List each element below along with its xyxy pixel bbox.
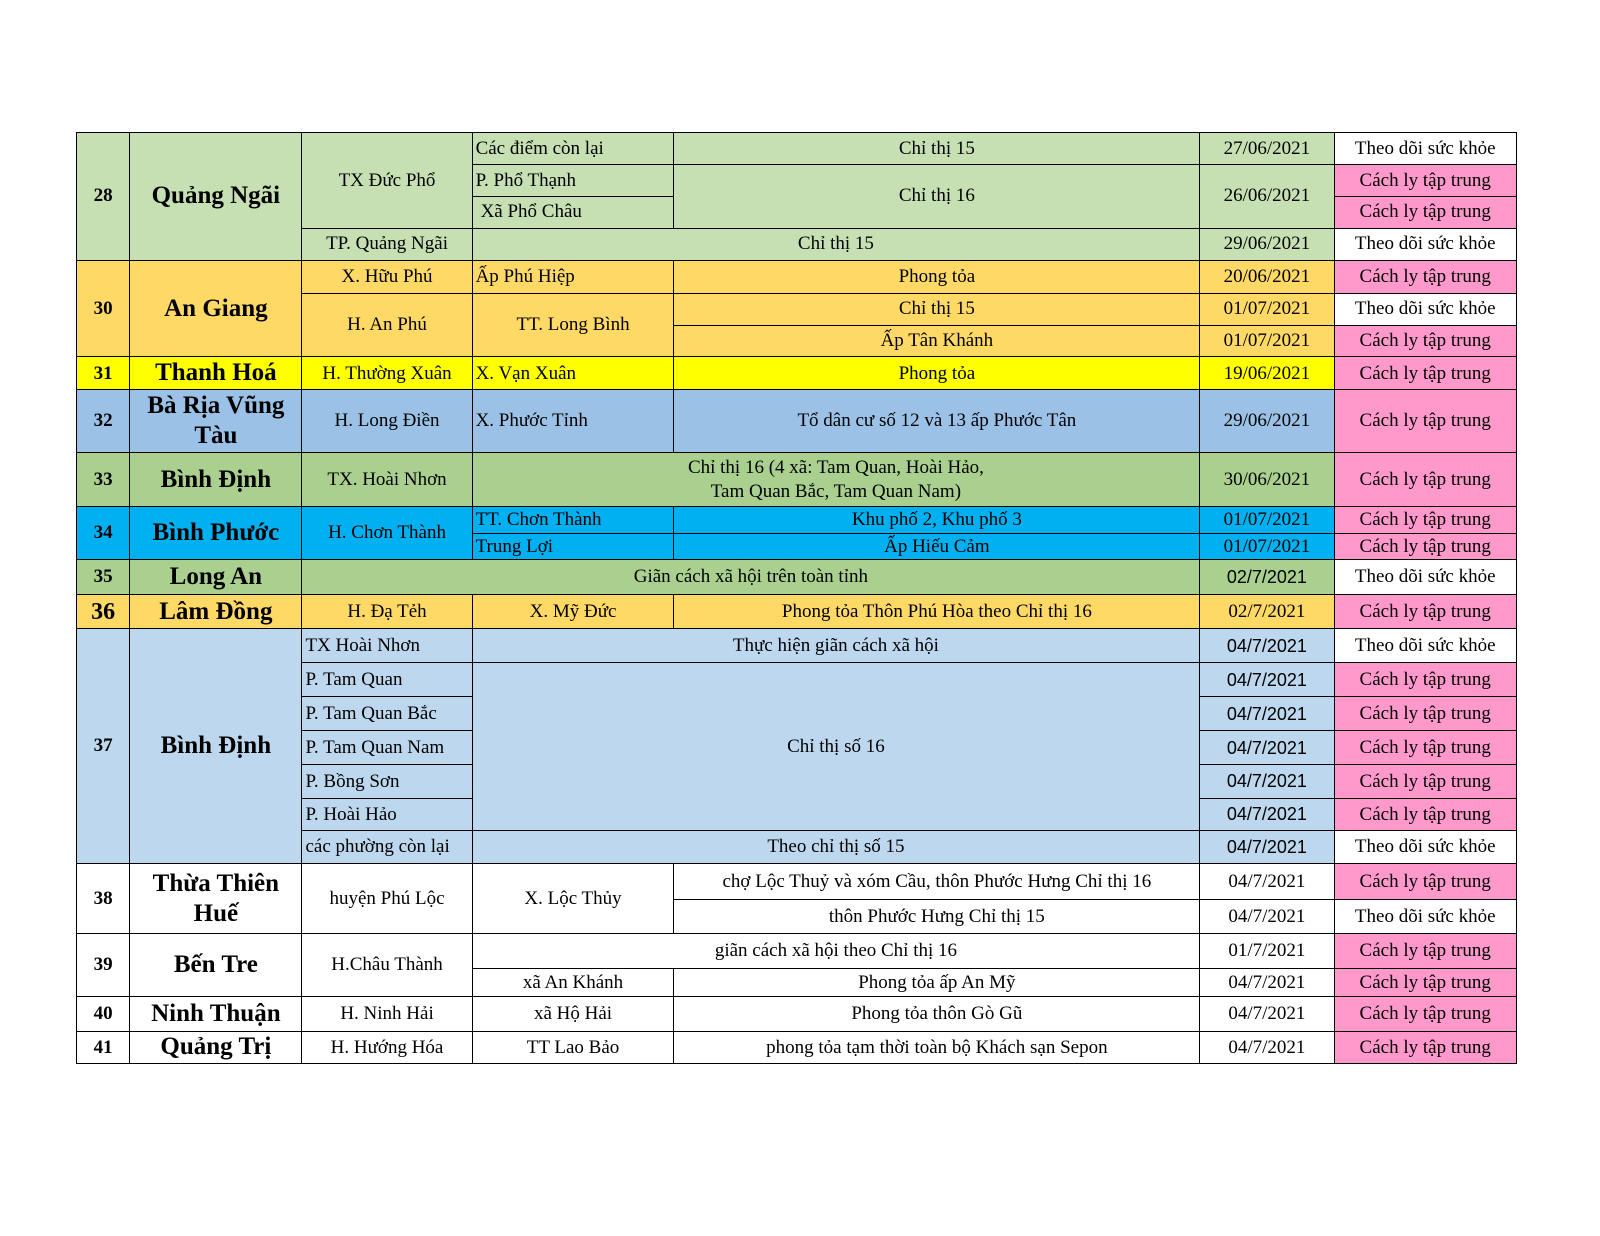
commune-cell: TT. Long Bình bbox=[472, 293, 674, 357]
district-cell: H. Chơn Thành bbox=[302, 506, 472, 560]
measure-cell bbox=[472, 453, 1200, 507]
measure-cell: Chỉ thị 15 bbox=[674, 293, 1200, 325]
row-number: 33 bbox=[77, 453, 130, 507]
status-cell: Theo dõi sức khỏe bbox=[1334, 831, 1517, 864]
table-row bbox=[77, 453, 1517, 507]
status-cell: Theo dõi sức khỏe bbox=[1334, 629, 1517, 663]
commune-cell: X. Mỹ Đức bbox=[472, 595, 674, 629]
commune-cell: Ấp Phú Hiệp bbox=[472, 260, 674, 293]
status-cell: Theo dõi sức khỏe bbox=[1334, 560, 1517, 595]
commune-cell: X. Phước Tỉnh bbox=[472, 390, 674, 453]
date-cell: 04/7/2021 bbox=[1200, 629, 1334, 663]
date-cell: 01/7/2021 bbox=[1200, 934, 1334, 969]
measure-cell: phong tỏa tạm thời toàn bộ Khách sạn Sepon bbox=[674, 1031, 1200, 1063]
measure-cell: Chỉ thị 16 bbox=[674, 164, 1200, 228]
area-cell: P. Tam Quan Nam bbox=[302, 731, 472, 765]
district-cell: TX Đức Phổ bbox=[302, 133, 472, 229]
measure-cell: giãn cách xã hội theo Chỉ thị 16 bbox=[472, 934, 1200, 969]
commune-cell: X. Lộc Thủy bbox=[472, 864, 674, 934]
area-cell: P. Bồng Sơn bbox=[302, 765, 472, 799]
commune-cell: P. Phổ Thạnh bbox=[472, 164, 674, 196]
row-number: 35 bbox=[77, 560, 130, 595]
province-name: Quảng Ngãi bbox=[130, 133, 302, 261]
province-name: Bình Định bbox=[130, 629, 302, 864]
measure-cell: Phong tỏa ấp An Mỹ bbox=[674, 969, 1200, 997]
date-cell: 02/7/2021 bbox=[1200, 595, 1334, 629]
district-cell: X. Hữu Phú bbox=[302, 260, 472, 293]
date-cell: 04/7/2021 bbox=[1200, 697, 1334, 731]
district-cell: H. Long Điền bbox=[302, 390, 472, 453]
status-cell: Cách ly tập trung bbox=[1334, 765, 1517, 799]
row-number: 37 bbox=[77, 629, 130, 864]
commune-cell: Các điểm còn lại bbox=[472, 133, 674, 165]
table-row bbox=[77, 133, 1517, 165]
row-number: 40 bbox=[77, 996, 130, 1031]
date-cell: 20/06/2021 bbox=[1200, 260, 1334, 293]
district-cell: huyện Phú Lộc bbox=[302, 864, 472, 934]
commune-cell: TT Lao Bảo bbox=[472, 1031, 674, 1063]
province-name: Bình Định bbox=[130, 453, 302, 507]
status-cell: Cách ly tập trung bbox=[1334, 663, 1517, 697]
province-name: An Giang bbox=[130, 260, 302, 357]
status-cell: Cách ly tập trung bbox=[1334, 697, 1517, 731]
date-cell: 04/7/2021 bbox=[1200, 663, 1334, 697]
status-cell: Cách ly tập trung bbox=[1334, 325, 1517, 357]
date-cell: 04/7/2021 bbox=[1200, 731, 1334, 765]
status-cell: Cách ly tập trung bbox=[1334, 164, 1517, 196]
status-cell: Cách ly tập trung bbox=[1334, 357, 1517, 390]
date-cell: 01/07/2021 bbox=[1200, 533, 1334, 560]
table-row bbox=[77, 560, 1517, 595]
status-cell: Cách ly tập trung bbox=[1334, 506, 1517, 533]
status-cell: Cách ly tập trung bbox=[1334, 799, 1517, 831]
measure-cell: Theo chỉ thị số 15 bbox=[472, 831, 1200, 864]
area-cell: P. Hoài Hảo bbox=[302, 799, 472, 831]
date-cell: 04/7/2021 bbox=[1200, 864, 1334, 900]
row-number: 28 bbox=[77, 133, 130, 261]
measure-cell: Ấp Hiếu Cảm bbox=[674, 533, 1200, 560]
status-cell: Cách ly tập trung bbox=[1334, 260, 1517, 293]
area-cell: P. Tam Quan bbox=[302, 663, 472, 697]
date-cell: 04/7/2021 bbox=[1200, 900, 1334, 934]
province-name: Lâm Đồng bbox=[130, 595, 302, 629]
area-cell: TX Hoài Nhơn bbox=[302, 629, 472, 663]
status-cell: Cách ly tập trung bbox=[1334, 934, 1517, 969]
commune-cell: X. Vạn Xuân bbox=[472, 357, 674, 390]
commune-cell: TT. Chơn Thành bbox=[472, 506, 674, 533]
measure-cell: Chỉ thị 15 bbox=[472, 228, 1200, 260]
date-cell: 26/06/2021 bbox=[1200, 164, 1334, 228]
status-cell: Cách ly tập trung bbox=[1334, 1031, 1517, 1063]
measure-cell: Phong tỏa Thôn Phú Hòa theo Chỉ thị 16 bbox=[674, 595, 1200, 629]
table-row bbox=[77, 1031, 1517, 1063]
measure-cell: Phong tỏa bbox=[674, 357, 1200, 390]
measure-cell: thôn Phước Hưng Chỉ thị 15 bbox=[674, 900, 1200, 934]
commune-cell: Trung Lợi bbox=[472, 533, 674, 560]
status-cell: Cách ly tập trung bbox=[1334, 595, 1517, 629]
covid-measures-table bbox=[76, 132, 1517, 1064]
table-row bbox=[77, 629, 1517, 663]
status-cell: Cách ly tập trung bbox=[1334, 969, 1517, 997]
table-row bbox=[77, 260, 1517, 293]
status-cell: Theo dõi sức khỏe bbox=[1334, 293, 1517, 325]
area-cell: các phường còn lại bbox=[302, 831, 472, 864]
table-row bbox=[77, 864, 1517, 900]
table-row bbox=[77, 996, 1517, 1031]
date-cell: 04/7/2021 bbox=[1200, 1031, 1334, 1063]
date-cell: 04/7/2021 bbox=[1200, 969, 1334, 997]
date-cell: 02/7/2021 bbox=[1200, 560, 1334, 595]
district-cell: H. Ninh Hải bbox=[302, 996, 472, 1031]
status-cell: Cách ly tập trung bbox=[1334, 731, 1517, 765]
measure-cell: Giãn cách xã hội trên toàn tỉnh bbox=[302, 560, 1200, 595]
date-cell: 30/06/2021 bbox=[1200, 453, 1334, 507]
measure-cell: Khu phố 2, Khu phố 3 bbox=[674, 506, 1200, 533]
status-cell: Cách ly tập trung bbox=[1334, 453, 1517, 507]
measure-cell: chợ Lộc Thuỷ và xóm Cầu, thôn Phước Hưng Chỉ thị 16 bbox=[674, 864, 1200, 900]
measure-cell: Ấp Tân Khánh bbox=[674, 325, 1200, 357]
table-row bbox=[77, 506, 1517, 533]
date-cell: 29/06/2021 bbox=[1200, 228, 1334, 260]
province-name: Thừa Thiên Huế bbox=[130, 864, 302, 934]
table-row bbox=[77, 934, 1517, 969]
row-number: 39 bbox=[77, 934, 130, 997]
date-cell: 01/07/2021 bbox=[1200, 293, 1334, 325]
district-cell: TP. Quảng Ngãi bbox=[302, 228, 472, 260]
row-number: 31 bbox=[77, 357, 130, 390]
province-name: Bà Rịa Vũng Tàu bbox=[130, 390, 302, 453]
row-number: 32 bbox=[77, 390, 130, 453]
status-cell: Theo dõi sức khỏe bbox=[1334, 900, 1517, 934]
province-name: Bình Phước bbox=[130, 506, 302, 560]
measure-cell: Tổ dân cư số 12 và 13 ấp Phước Tân bbox=[674, 390, 1200, 453]
commune-cell: xã An Khánh bbox=[472, 969, 674, 997]
table-row bbox=[77, 595, 1517, 629]
row-number: 38 bbox=[77, 864, 130, 934]
measure-cell: Chỉ thị 15 bbox=[674, 133, 1200, 165]
status-cell: Theo dõi sức khỏe bbox=[1334, 228, 1517, 260]
district-cell: H.Châu Thành bbox=[302, 934, 472, 997]
area-cell: P. Tam Quan Bắc bbox=[302, 697, 472, 731]
measure-cell: Chỉ thị số 16 bbox=[472, 663, 1200, 831]
status-cell: Cách ly tập trung bbox=[1334, 864, 1517, 900]
table-row bbox=[77, 357, 1517, 390]
status-cell: Theo dõi sức khỏe bbox=[1334, 133, 1517, 165]
date-cell: 19/06/2021 bbox=[1200, 357, 1334, 390]
district-cell: H. Thường Xuân bbox=[302, 357, 472, 390]
measure-cell: Phong tỏa bbox=[674, 260, 1200, 293]
date-cell: 04/7/2021 bbox=[1200, 799, 1334, 831]
district-cell: TX. Hoài Nhơn bbox=[302, 453, 472, 507]
province-name: Quảng Trị bbox=[130, 1031, 302, 1063]
date-cell: 01/07/2021 bbox=[1200, 325, 1334, 357]
status-cell: Cách ly tập trung bbox=[1334, 390, 1517, 453]
row-number: 34 bbox=[77, 506, 130, 560]
status-cell: Cách ly tập trung bbox=[1334, 996, 1517, 1031]
province-name: Long An bbox=[130, 560, 302, 595]
commune-cell: Xã Phổ Châu bbox=[472, 196, 674, 228]
date-cell: 01/07/2021 bbox=[1200, 506, 1334, 533]
date-cell: 04/7/2021 bbox=[1200, 765, 1334, 799]
date-cell: 29/06/2021 bbox=[1200, 390, 1334, 453]
district-cell: H. An Phú bbox=[302, 293, 472, 357]
measure-line: Chỉ thị 16 (4 xã: Tam Quan, Hoài Hảo, bbox=[687, 456, 984, 478]
district-cell: H. Hướng Hóa bbox=[302, 1031, 472, 1063]
measure-cell: Thực hiện giãn cách xã hội bbox=[472, 629, 1200, 663]
table-row bbox=[77, 390, 1517, 453]
province-name: Thanh Hoá bbox=[130, 357, 302, 390]
row-number: 36 bbox=[77, 595, 130, 629]
date-cell: 04/7/2021 bbox=[1200, 831, 1334, 864]
commune-cell: xã Hộ Hải bbox=[472, 996, 674, 1031]
measure-line: Tam Quan Bắc, Tam Quan Nam) bbox=[710, 480, 962, 502]
row-number: 41 bbox=[77, 1031, 130, 1063]
row-number: 30 bbox=[77, 260, 130, 357]
status-cell: Cách ly tập trung bbox=[1334, 196, 1517, 228]
district-cell: H. Đạ Tẻh bbox=[302, 595, 472, 629]
date-cell: 27/06/2021 bbox=[1200, 133, 1334, 165]
measure-cell: Phong tỏa thôn Gò Gũ bbox=[674, 996, 1200, 1031]
province-name: Bến Tre bbox=[130, 934, 302, 997]
province-name: Ninh Thuận bbox=[130, 996, 302, 1031]
status-cell: Cách ly tập trung bbox=[1334, 533, 1517, 560]
date-cell: 04/7/2021 bbox=[1200, 996, 1334, 1031]
